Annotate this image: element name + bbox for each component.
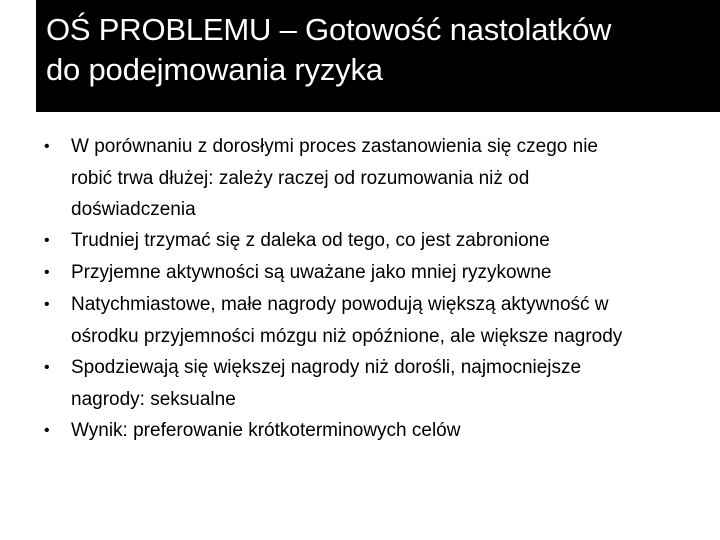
- bullet-item: [44, 257, 706, 289]
- slide-title-line-1: OŚ PROBLEMU – Gotowość nastolatków: [46, 12, 612, 47]
- bullet-text-line: nagrody: seksualne: [71, 389, 236, 410]
- bullet-marker: •: [44, 296, 50, 313]
- bullet-item: [44, 289, 706, 352]
- bullet-list: [44, 131, 706, 447]
- slide-title-line-2: do podejmowania ryzyka: [46, 52, 383, 87]
- bullet-text-line: W porównaniu z dorosłymi proces zastanowienia się czego nie: [71, 136, 598, 157]
- bullet-item: [44, 131, 706, 225]
- bullet-marker: •: [44, 232, 50, 249]
- bullet-item: [44, 415, 706, 447]
- bullet-text-line: robić trwa dłużej: zależy raczej od rozumowania niż od: [71, 168, 530, 189]
- bullet-text-line: Spodziewają się większej nagrody niż dorośli, najmocniejsze: [71, 357, 582, 378]
- bullet-marker: •: [44, 138, 50, 155]
- bullet-text-line: Natychmiastowe, małe nagrody powodują większą aktywność w: [71, 294, 609, 315]
- bullet-text-line: ośrodku przyjemności mózgu niż opóźnione, ale większe nagrody: [71, 326, 623, 347]
- bullet-marker: •: [44, 422, 50, 439]
- bullet-text-line: doświadczenia: [71, 199, 196, 220]
- bullet-text-line: Trudniej trzymać się z daleka od tego, co jest zabronione: [71, 230, 550, 251]
- bullet-text-line: Wynik: preferowanie krótkoterminowych celów: [71, 420, 461, 441]
- bullet-marker: •: [44, 264, 50, 281]
- bullet-marker: •: [44, 359, 50, 376]
- bullet-item: [44, 352, 706, 415]
- bullet-text-line: Przyjemne aktywności są uważane jako mniej ryzykowne: [71, 262, 552, 283]
- bullet-item: [44, 225, 706, 257]
- slide-title-bar: [36, 0, 720, 112]
